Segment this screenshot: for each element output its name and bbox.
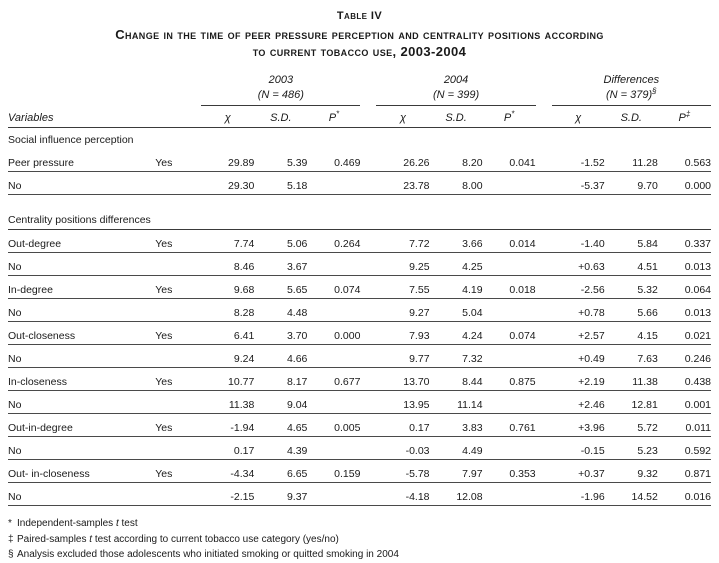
- column-gap: [360, 149, 376, 172]
- value-cell: 0.17: [376, 414, 429, 437]
- yes-no-label: Yes: [155, 276, 201, 299]
- column-gap: [360, 460, 376, 483]
- section-header-label: Social influence perception: [8, 134, 134, 147]
- variable-label: Out-in-degree: [8, 414, 155, 437]
- value-cell: 0.014: [483, 230, 536, 253]
- value-cell: 0.001: [658, 391, 711, 414]
- value-cell: 4.65: [254, 414, 307, 437]
- column-gap: [536, 437, 552, 460]
- value-cell: [307, 345, 360, 368]
- column-gap: [360, 106, 376, 128]
- sd-header-2004: S.D.: [430, 106, 483, 128]
- value-cell: 0.246: [658, 345, 711, 368]
- value-cell: -4.34: [201, 460, 254, 483]
- footnote-exclusion-criteria: § Analysis excluded those adolescents who initiated smoking or quitted smoking in 2004: [8, 547, 711, 563]
- value-cell: 4.66: [254, 345, 307, 368]
- table-row: [8, 414, 711, 437]
- column-gap: [360, 230, 376, 253]
- value-cell: 0.000: [307, 322, 360, 345]
- table-title-line-1: Change in the time of peer pressure perception and centrality positions according: [115, 27, 604, 42]
- value-cell: 5.66: [605, 299, 658, 322]
- footnote-marker: §: [8, 549, 14, 561]
- variable-label: Out- in-closeness: [8, 460, 155, 483]
- value-cell: 29.30: [201, 172, 254, 195]
- value-cell: 0.005: [307, 414, 360, 437]
- value-cell: -5.78: [376, 460, 429, 483]
- column-gap: [536, 230, 552, 253]
- value-cell: 5.39: [254, 149, 307, 172]
- value-cell: 29.89: [201, 149, 254, 172]
- value-cell: 0.337: [658, 230, 711, 253]
- table-row: [8, 322, 711, 345]
- table-row: [8, 391, 711, 414]
- column-gap: [536, 345, 552, 368]
- column-gap: [536, 460, 552, 483]
- value-cell: 0.021: [658, 322, 711, 345]
- column-gap: [536, 149, 552, 172]
- value-cell: 9.70: [605, 172, 658, 195]
- variable-label: No: [8, 437, 155, 460]
- empty-cell: [8, 73, 155, 106]
- variable-label: No: [8, 299, 155, 322]
- value-cell: 0.041: [483, 149, 536, 172]
- column-gap: [536, 73, 552, 106]
- value-cell: 4.51: [605, 253, 658, 276]
- column-gap: [360, 73, 376, 106]
- section-header-row: [8, 128, 711, 150]
- value-cell: 0.353: [483, 460, 536, 483]
- footnotes: [8, 516, 711, 563]
- value-cell: 8.44: [430, 368, 483, 391]
- table-row: [8, 299, 711, 322]
- value-cell: [483, 253, 536, 276]
- value-cell: -1.52: [552, 149, 605, 172]
- column-gap: [536, 276, 552, 299]
- value-cell: 9.27: [376, 299, 429, 322]
- yes-no-label: [155, 299, 201, 322]
- value-cell: [307, 253, 360, 276]
- value-cell: +0.49: [552, 345, 605, 368]
- column-gap: [360, 483, 376, 506]
- value-cell: 7.32: [430, 345, 483, 368]
- value-cell: 4.24: [430, 322, 483, 345]
- yes-no-label: Yes: [155, 149, 201, 172]
- table-row: [8, 230, 711, 253]
- column-gap: [360, 172, 376, 195]
- table-row: [8, 460, 711, 483]
- column-subheader-row: [8, 106, 711, 128]
- variable-label: No: [8, 172, 155, 195]
- column-gap: [536, 483, 552, 506]
- value-cell: [307, 299, 360, 322]
- value-cell: 9.32: [605, 460, 658, 483]
- value-cell: 4.48: [254, 299, 307, 322]
- value-cell: 5.65: [254, 276, 307, 299]
- value-cell: 12.81: [605, 391, 658, 414]
- value-cell: +0.63: [552, 253, 605, 276]
- value-cell: 0.677: [307, 368, 360, 391]
- value-cell: -0.15: [552, 437, 605, 460]
- value-cell: [483, 299, 536, 322]
- value-cell: 8.20: [430, 149, 483, 172]
- yes-no-label: Yes: [155, 414, 201, 437]
- footnote-paired-t-test: ‡ Paired-samples t test according to current tobacco use category (yes/no): [8, 532, 711, 548]
- column-gap: [536, 322, 552, 345]
- value-cell: 7.55: [376, 276, 429, 299]
- value-cell: [307, 391, 360, 414]
- value-cell: 0.064: [658, 276, 711, 299]
- column-group-header-row: [8, 73, 711, 106]
- value-cell: [483, 172, 536, 195]
- variable-label: Out-closeness: [8, 322, 155, 345]
- variable-label: No: [8, 253, 155, 276]
- column-gap: [536, 391, 552, 414]
- value-cell: 0.761: [483, 414, 536, 437]
- value-cell: 11.38: [605, 368, 658, 391]
- variable-label: Peer pressure: [8, 149, 155, 172]
- variable-label: No: [8, 345, 155, 368]
- table-row: [8, 276, 711, 299]
- value-cell: 0.438: [658, 368, 711, 391]
- table-number-title: Table IV: [336, 10, 383, 22]
- value-cell: 0.000: [658, 172, 711, 195]
- column-gap: [536, 368, 552, 391]
- variables-header: Variables: [8, 106, 155, 128]
- column-gap: [360, 299, 376, 322]
- mean-header-2004: χ: [376, 106, 429, 128]
- empty-cell: [155, 73, 201, 106]
- value-cell: 5.84: [605, 230, 658, 253]
- value-cell: [483, 437, 536, 460]
- value-cell: 9.68: [201, 276, 254, 299]
- column-group-differences: [552, 73, 711, 106]
- footnote-marker: *: [8, 518, 12, 530]
- value-cell: 5.23: [605, 437, 658, 460]
- yes-no-label: [155, 437, 201, 460]
- value-cell: 0.013: [658, 253, 711, 276]
- column-gap: [536, 172, 552, 195]
- column-gap: [360, 414, 376, 437]
- value-cell: +0.78: [552, 299, 605, 322]
- value-cell: 0.469: [307, 149, 360, 172]
- group-year-label: Differences: [603, 73, 660, 86]
- yes-no-label: [155, 391, 201, 414]
- variable-label: In-degree: [8, 276, 155, 299]
- p-header-differences: P‡: [658, 106, 711, 128]
- value-cell: 9.77: [376, 345, 429, 368]
- yes-no-label: [155, 172, 201, 195]
- yes-no-label: Yes: [155, 460, 201, 483]
- section-header-row: [8, 208, 711, 230]
- value-cell: [483, 391, 536, 414]
- p-header-2004: P*: [483, 106, 536, 128]
- value-cell: 6.65: [254, 460, 307, 483]
- column-gap: [536, 106, 552, 128]
- value-cell: 3.66: [430, 230, 483, 253]
- value-cell: 0.013: [658, 299, 711, 322]
- value-cell: 4.25: [430, 253, 483, 276]
- column-gap: [360, 391, 376, 414]
- value-cell: [307, 483, 360, 506]
- value-cell: [307, 437, 360, 460]
- value-cell: 4.39: [254, 437, 307, 460]
- sd-header-2003: S.D.: [254, 106, 307, 128]
- value-cell: -0.03: [376, 437, 429, 460]
- variable-label: In-closeness: [8, 368, 155, 391]
- value-cell: 12.08: [430, 483, 483, 506]
- footnote-independent-t-test: * Independent-samples t test: [8, 516, 711, 532]
- value-cell: 0.159: [307, 460, 360, 483]
- data-table: [8, 73, 711, 507]
- section-header-label: Centrality positions differences: [8, 208, 711, 230]
- value-cell: 0.264: [307, 230, 360, 253]
- value-cell: 0.17: [201, 437, 254, 460]
- column-gap: [360, 345, 376, 368]
- column-gap: [536, 414, 552, 437]
- variable-label: No: [8, 483, 155, 506]
- table-row: [8, 368, 711, 391]
- value-cell: 3.83: [430, 414, 483, 437]
- table-body: [8, 128, 711, 506]
- group-year-label: 2003: [268, 73, 294, 86]
- group-n-label: (N = 399): [432, 88, 480, 101]
- value-cell: 8.46: [201, 253, 254, 276]
- value-cell: 11.38: [201, 391, 254, 414]
- section-gap: [8, 195, 711, 209]
- value-cell: [483, 483, 536, 506]
- table-row: [8, 172, 711, 195]
- yes-no-label: [155, 345, 201, 368]
- column-gap: [536, 253, 552, 276]
- value-cell: 7.97: [430, 460, 483, 483]
- value-cell: 8.17: [254, 368, 307, 391]
- value-cell: +2.57: [552, 322, 605, 345]
- value-cell: 14.52: [605, 483, 658, 506]
- empty-cell: [155, 106, 201, 128]
- table-row: [8, 149, 711, 172]
- group-n-label: (N = 486): [257, 88, 304, 101]
- column-gap: [360, 253, 376, 276]
- value-cell: +0.37: [552, 460, 605, 483]
- value-cell: -1.94: [201, 414, 254, 437]
- value-cell: 6.41: [201, 322, 254, 345]
- value-cell: 9.37: [254, 483, 307, 506]
- value-cell: 3.70: [254, 322, 307, 345]
- value-cell: -1.96: [552, 483, 605, 506]
- value-cell: 5.32: [605, 276, 658, 299]
- footnote-marker: ‡: [8, 533, 14, 545]
- value-cell: 7.93: [376, 322, 429, 345]
- value-cell: [307, 172, 360, 195]
- value-cell: -2.15: [201, 483, 254, 506]
- value-cell: 7.72: [376, 230, 429, 253]
- value-cell: 0.074: [483, 322, 536, 345]
- value-cell: 5.04: [430, 299, 483, 322]
- column-gap: [536, 299, 552, 322]
- section-gap-row: [8, 195, 711, 209]
- value-cell: 26.26: [376, 149, 429, 172]
- value-cell: -5.37: [552, 172, 605, 195]
- table-row: [8, 345, 711, 368]
- value-cell: 10.77: [201, 368, 254, 391]
- variable-label: Out-degree: [8, 230, 155, 253]
- value-cell: 8.28: [201, 299, 254, 322]
- table-title-line-2: to current tobacco use, 2003-2004: [252, 43, 467, 59]
- yes-no-label: [155, 253, 201, 276]
- value-cell: 5.72: [605, 414, 658, 437]
- group-n-label: (N = 379)§: [606, 85, 657, 101]
- value-cell: 4.19: [430, 276, 483, 299]
- column-gap: [360, 276, 376, 299]
- table-row: [8, 437, 711, 460]
- value-cell: 23.78: [376, 172, 429, 195]
- mean-header-differences: χ: [552, 106, 605, 128]
- value-cell: 0.011: [658, 414, 711, 437]
- value-cell: 0.875: [483, 368, 536, 391]
- table-row: [8, 483, 711, 506]
- value-cell: 7.63: [605, 345, 658, 368]
- value-cell: 0.018: [483, 276, 536, 299]
- table-title: [8, 27, 711, 61]
- value-cell: 0.871: [658, 460, 711, 483]
- value-cell: 8.00: [430, 172, 483, 195]
- yes-no-label: Yes: [155, 230, 201, 253]
- column-gap: [360, 437, 376, 460]
- value-cell: 4.49: [430, 437, 483, 460]
- p-header-2003: P*: [307, 106, 360, 128]
- value-cell: +3.96: [552, 414, 605, 437]
- value-cell: 9.24: [201, 345, 254, 368]
- value-cell: 13.70: [376, 368, 429, 391]
- column-gap: [360, 368, 376, 391]
- value-cell: 0.563: [658, 149, 711, 172]
- value-cell: -1.40: [552, 230, 605, 253]
- value-cell: 0.074: [307, 276, 360, 299]
- value-cell: 13.95: [376, 391, 429, 414]
- value-cell: 5.18: [254, 172, 307, 195]
- value-cell: 5.06: [254, 230, 307, 253]
- value-cell: 0.016: [658, 483, 711, 506]
- value-cell: 7.74: [201, 230, 254, 253]
- value-cell: 3.67: [254, 253, 307, 276]
- value-cell: 11.14: [430, 391, 483, 414]
- yes-no-label: Yes: [155, 322, 201, 345]
- value-cell: +2.19: [552, 368, 605, 391]
- yes-no-label: Yes: [155, 368, 201, 391]
- table-row: [8, 253, 711, 276]
- value-cell: 11.28: [605, 149, 658, 172]
- value-cell: 4.15: [605, 322, 658, 345]
- yes-no-label: [155, 483, 201, 506]
- value-cell: 9.25: [376, 253, 429, 276]
- column-group-2003: [201, 73, 360, 106]
- value-cell: +2.46: [552, 391, 605, 414]
- value-cell: [483, 345, 536, 368]
- value-cell: 9.04: [254, 391, 307, 414]
- column-group-2004: [376, 73, 535, 106]
- column-gap: [360, 322, 376, 345]
- mean-header-2003: χ: [201, 106, 254, 128]
- group-year-label: 2004: [443, 73, 469, 86]
- value-cell: -2.56: [552, 276, 605, 299]
- variable-label: No: [8, 391, 155, 414]
- sd-header-differences: S.D.: [605, 106, 658, 128]
- value-cell: 0.592: [658, 437, 711, 460]
- value-cell: -4.18: [376, 483, 429, 506]
